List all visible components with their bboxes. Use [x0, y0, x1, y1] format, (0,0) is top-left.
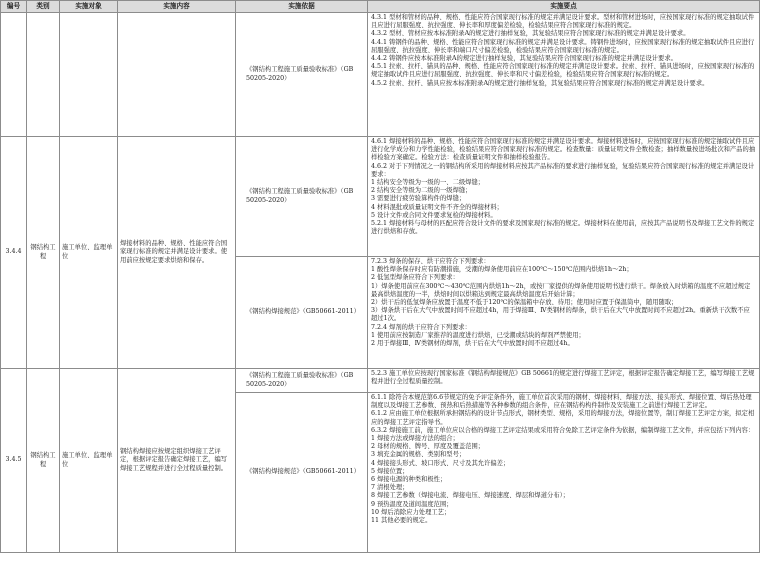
- point-line: 1）焊条使用前应在300℃～430℃范围内烘焙1h～2h，或按厂家提供的焊条使用说明书进行烘干。焊条放入时烘箱的温度不应超过规定最高烘焙温度的一半，烘焙时间以烘箱达到规定最高烘焙温度后开始计算；: [371, 282, 751, 298]
- row-category: 钢结构工程: [27, 369, 60, 553]
- point-line: 3 填充金属的规格、类别和型号；: [371, 451, 466, 459]
- point-line: 4 材料混批或质量证明文件不齐全的焊接材料；: [371, 203, 503, 211]
- table-header-row: [1, 1, 760, 13]
- points-cell: [368, 13, 760, 137]
- point-line: 11 其他必要的规定。: [371, 517, 432, 525]
- row-code: 3.4.5: [1, 369, 27, 553]
- point-line: 4.5.1 拉索、拉杆、锚具的品种、规格、性能应符合国家现行标准的规定并满足设计要求。拉索、拉杆、锚具进场时，应按国家现行标准的规定抽取试件且应进行屈服强度、抗拉强度、伸长率和尺寸偏差检验，检验结果应符合国家现行标准的规定。: [371, 63, 755, 79]
- point-line: 7.2.3 焊条的保存、烘干应符合下列要求：: [371, 258, 490, 265]
- point-line: 10 焊后消除应力处理工艺；: [371, 508, 451, 516]
- point-line: 6.1.1 除符合本规范第6.6节规定的免予评定条件外，施工单位首次采用的钢材、焊接材料、焊接方法、接头形式、焊接位置、焊后热处理制度以及焊接工艺参数、预热和后热措施等各种参数的组合条件，应在钢结构构件制作及安装施工之前进行焊接工艺评定。: [371, 394, 752, 410]
- point-line: 1 酸性焊条保存时应有防潮措施，受潮的焊条使用前应在100℃～150℃范围内烘焙1h～2h；: [371, 266, 633, 274]
- table-row: [1, 369, 760, 393]
- header-category: 类别: [27, 1, 60, 13]
- basis-cell: 《钢结构工程施工质量验收标准》（GB50205-2020）: [236, 13, 368, 137]
- point-line: 4.3.1 型材和管材的品种、规格、性能应符合国家现行标准的规定并满足设计要求。型材和管材进场时，应按国家现行标准的规定抽取试件且应进行屈服强度、抗拉强度、伸长率和厚度偏差检验，检验结果应符合国家现行标准的规定。: [371, 14, 755, 30]
- point-line: 7.2.4 焊剂的烘干应符合下列要求：: [371, 323, 471, 331]
- basis-cell: 《钢结构焊接规范》（GB50661-2011）: [236, 257, 368, 369]
- row-target: 施工单位、监理单位: [60, 137, 118, 369]
- point-line: 4.4.2 铸钢件应按本标准附录A的规定进行抽样复验，其复验结果应符合国家现行标准的规定并满足设计要求。: [371, 55, 677, 63]
- point-line: 4.6.2 对于下列情况之一的钢结构所采用的焊接材料应按其产品标准的要求进行抽样复验，复验结果应符合国家现行标准的规定并满足设计要求：: [371, 162, 755, 178]
- basis-cell: 《钢结构工程施工质量验收标准》（GB50205-2020）: [236, 137, 368, 257]
- empty-cell: [27, 13, 60, 137]
- point-line: 1 焊接方法或焊接方法的组合；: [371, 435, 459, 443]
- point-line: 5 设计文件或合同文件要求复检的焊接材料。: [371, 211, 497, 219]
- header-content: 实施内容: [118, 1, 236, 13]
- point-line: 2 结构安全等级为二级的一级焊缝；: [371, 187, 472, 195]
- point-line: 4.6.1 焊接材料的品种、规格、性能应符合国家现行标准的规定并满足设计要求。焊接材料进场时，应按国家现行标准的规定抽取试件且应进行化学成分和力学性能检验，检验结果应符合国家现行标准的规定。检查数量：质量证明文件全数检查；抽样数量按进场批次和产品的抽样检验方案确定。检验方法：检查质量证明文件和抽样检验报告。: [371, 138, 756, 162]
- points-cell: [368, 393, 760, 553]
- point-line: 4.3.2 型材、管材应按本标准附录A的规定进行抽样复验，其复验结果应符合国家现行标准的规定并满足设计要求。: [371, 30, 690, 38]
- header-points: 实施要点: [368, 1, 760, 13]
- point-line: 1 使用前应按制造厂家推荐的温度进行烘焙，已受潮或结块的焊剂严禁使用；: [371, 331, 585, 339]
- empty-cell: [60, 13, 118, 137]
- table-row: [1, 13, 760, 137]
- point-line: 7 清根处理；: [371, 484, 409, 492]
- row-target: 施工单位、监理单位: [60, 369, 118, 553]
- points-cell: [368, 137, 760, 257]
- row-content: 焊接材料的品种、规格、性能应符合国家现行标准的规定并满足设计要求。使用前应按规定要求烘焙和保存。: [118, 137, 236, 369]
- table-row: [1, 137, 760, 257]
- point-line: 5.2.3 施工单位应按现行国家标准《钢结构焊接规范》GB 50661的规定进行焊接工艺评定，根据评定报告确定焊接工艺，编写焊接工艺规程并进行全过程质量控制。: [371, 370, 755, 386]
- point-line: 3 需要进行疲劳验算构件的焊缝；: [371, 195, 466, 203]
- point-line: 6 焊接电源的种类和极性；: [371, 476, 447, 484]
- point-line: 8 焊接工艺参数（焊接电流、焊接电压、焊接速度、焊层和焊道分布）；: [371, 492, 570, 500]
- header-code: 编号: [1, 1, 27, 13]
- header-target: 实施对象: [60, 1, 118, 13]
- point-line: 9 预热温度及道间温度范围；: [371, 500, 453, 508]
- basis-cell: 《钢结构工程施工质量验收标准》（GB50205-2020）: [236, 369, 368, 393]
- point-line: 6.3.2 焊接施工前，施工单位应以合格的焊接工艺评定结果或采用符合免除工艺评定条件为依据，编制焊接工艺文件，并应包括下列内容：: [371, 426, 755, 434]
- point-line: 2 低氢型焊条应符合下列要求：: [371, 274, 459, 282]
- row-category: 钢结构工程: [27, 137, 60, 369]
- points-cell: [368, 369, 760, 393]
- point-line: 1 结构安全等级为一级的一、二级焊缝；: [371, 179, 485, 187]
- row-code: 3.4.4: [1, 137, 27, 369]
- point-line: 2 母材的规格、牌号、厚度及覆盖范围；: [371, 443, 485, 451]
- point-line: 6.1.2 应由施工单位根据所承担钢结构的设计节点形式，钢材类型、规格，采用的焊接方法，焊接位置等，制订焊接工艺评定方案，拟定相应的焊接工艺评定指导书。: [371, 410, 755, 426]
- empty-cell: [118, 13, 236, 137]
- point-line: 5.2.1 焊接材料与母材的匹配应符合设计文件的要求及国家现行标准的规定。焊接材料在使用前，应按其产品说明书及焊接工艺文件的规定进行烘焙和存放。: [371, 220, 755, 236]
- header-basis: 实施依据: [236, 1, 368, 13]
- point-line: 3）焊条烘干后在大气中放置时间不应超过4h，用于焊接Ⅲ、Ⅳ类钢材的焊条，烘干后在大气中放置时间不应超过2h。重新烘干次数不应超过1次。: [371, 307, 750, 323]
- points-cell: [368, 257, 760, 369]
- point-line: 4.4.1 铸钢件的品种、规格、性能应符合国家现行标准的规定并满足设计要求。铸钢件进场时，应按国家现行标准的规定抽取试件且应进行屈服强度、抗拉强度、伸长率和端口尺寸偏差检验，检验结果应符合国家现行标准的规定。: [371, 38, 755, 54]
- empty-cell: [1, 13, 27, 137]
- point-line: 2 用于焊接Ⅲ、Ⅳ类钢材的焊剂，烘干后在大气中放置时间不应超过4h。: [371, 340, 574, 348]
- point-line: 4.5.2 拉索、拉杆、锚具应按本标准附录A的规定进行抽样复验，其复验结果应符合国家现行标准的规定并满足设计要求。: [371, 79, 709, 87]
- point-line: 2）烘干后的低氢焊条应放置于温度不低于120℃的保温箱中存放、待用；使用时应置于保温筒中，随用随取；: [371, 299, 678, 307]
- point-line: 4 焊接接头形式、坡口形式、尺寸及其允许偏差；: [371, 459, 510, 467]
- point-line: 5 焊接位置；: [371, 467, 409, 475]
- basis-cell: 《钢结构焊接规范》（GB50661-2011）: [236, 393, 368, 553]
- row-content: 钢结构焊接应按规定组织焊接工艺评定，根据评定报告确定焊接工艺，编写焊接工艺规程并进行全过程质量控制。: [118, 369, 236, 553]
